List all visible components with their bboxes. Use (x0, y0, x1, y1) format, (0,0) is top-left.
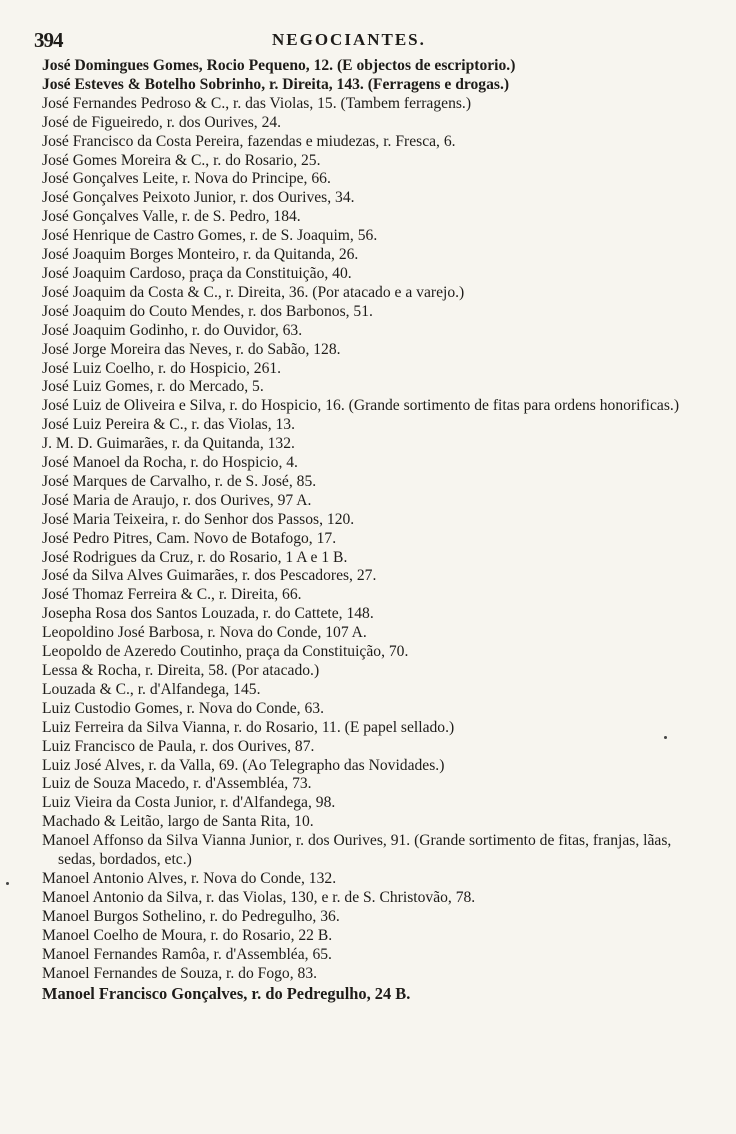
merchant-entry: Manoel Affonso da Silva Vianna Junior, r. dos Ourives, 91. (Grande sortimento de fitas, franjas, lãas, sedas, bordados, etc.) (42, 832, 672, 869)
merchant-entry: José Rodrigues da Cruz, r. do Rosario, 1 A e 1 B. (42, 548, 348, 566)
stray-ink-mark (6, 882, 9, 885)
merchant-entry: José Joaquim Godinho, r. do Ouvidor, 63. (42, 321, 303, 339)
merchant-entry: José Thomaz Ferreira & C., r. Direita, 66. (42, 586, 302, 604)
stray-ink-mark (664, 736, 667, 739)
merchant-entry: Josepha Rosa dos Santos Louzada, r. do Cattete, 148. (42, 605, 374, 623)
merchant-entry: Lessa & Rocha, r. Direita, 58. (Por atacado.) (42, 662, 320, 679)
merchant-entry: Leopoldino José Barbosa, r. Nova do Conde, 107 A. (42, 624, 367, 642)
merchant-entry: Luiz Ferreira da Silva Vianna, r. do Rosario, 11. (E papel sellado.) (42, 718, 455, 736)
merchant-entry: José de Figueiredo, r. dos Ourives, 24. (42, 113, 282, 131)
merchant-entry: Luiz Custodio Gomes, r. Nova do Conde, 63. (42, 699, 324, 717)
merchant-entry: José Fernandes Pedroso & C., r. das Violas, 15. (Tambem ferragens.) (42, 94, 472, 112)
merchant-entry: José Marques de Carvalho, r. de S. José, 85. (42, 472, 317, 490)
merchant-entry: José Gomes Moreira & C., r. do Rosario, 25. (42, 151, 321, 169)
merchant-entry: Leopoldo de Azeredo Coutinho, praça da Constituição, 70. (42, 643, 409, 661)
merchant-list (42, 57, 692, 1004)
merchant-entry: Luiz Francisco de Paula, r. dos Ourives, 87. (42, 737, 315, 755)
merchant-entry: José Luiz Coelho, r. do Hospicio, 261. (42, 359, 282, 377)
merchant-entry: Manoel Antonio da Silva, r. das Violas, 130, e r. de S. Christovão, 78. (42, 888, 476, 906)
merchant-entry: José Maria de Araujo, r. dos Ourives, 97 A. (42, 491, 312, 509)
merchant-entry: José Luiz de Oliveira e Silva, r. do Hospicio, 16. (Grande sortimento de fitas para ordens honorificas.) (42, 397, 680, 415)
merchant-entry: Manoel Antonio Alves, r. Nova do Conde, 132. (42, 869, 337, 887)
merchant-entry: José Joaquim do Couto Mendes, r. dos Barbonos, 51. (42, 302, 373, 320)
merchant-entry: Manoel Fernandes de Souza, r. do Fogo, 83. (42, 964, 318, 982)
merchant-entry: José Domingues Gomes, Rocio Pequeno, 12. (E objectos de escriptorio.) (42, 57, 516, 74)
merchant-entry: Louzada & C., r. d'Alfandega, 145. (42, 680, 261, 698)
merchant-entry: Manoel Burgos Sothelino, r. do Pedregulho, 36. (42, 907, 340, 925)
merchant-entry: José da Silva Alves Guimarães, r. dos Pescadores, 27. (42, 567, 377, 585)
merchant-entry: José Francisco da Costa Pereira, fazendas e miudezas, r. Fresca, 6. (42, 132, 456, 150)
page-header (22, 26, 682, 52)
merchant-entry: José Joaquim Cardoso, praça da Constituição, 40. (42, 264, 352, 282)
merchant-entry: José Joaquim Borges Monteiro, r. da Quitanda, 26. (42, 246, 359, 264)
merchant-entry: José Gonçalves Peixoto Junior, r. dos Ourives, 34. (42, 189, 355, 207)
merchant-entry: Luiz José Alves, r. da Valla, 69. (Ao Telegrapho das Novidades.) (42, 756, 445, 774)
merchant-entry: José Maria Teixeira, r. do Senhor dos Passos, 120. (42, 510, 355, 528)
merchant-entry: Manoel Francisco Gonçalves, r. do Pedregulho, 24 B. (42, 984, 411, 1004)
merchant-entry: José Luiz Gomes, r. do Mercado, 5. (42, 378, 264, 396)
merchant-entry: José Henrique de Castro Gomes, r. de S. Joaquim, 56. (42, 227, 378, 245)
merchant-entry: José Gonçalves Valle, r. de S. Pedro, 184. (42, 208, 301, 226)
merchant-entry: José Esteves & Botelho Sobrinho, r. Direita, 143. (Ferragens e drogas.) (42, 75, 510, 93)
merchant-entry: José Gonçalves Leite, r. Nova do Principe, 66. (42, 170, 331, 188)
page-number: 394 (34, 28, 63, 52)
merchant-entry: Luiz de Souza Macedo, r. d'Assembléa, 73. (42, 775, 312, 793)
running-title: NEGOCIANTES. (272, 30, 426, 49)
merchant-entry: José Pedro Pitres, Cam. Novo de Botafogo, 17. (42, 529, 337, 547)
merchant-entry: José Manoel da Rocha, r. do Hospicio, 4. (42, 454, 298, 472)
merchant-entry: Machado & Leitão, largo de Santa Rita, 10. (42, 813, 314, 831)
merchant-entry: José Joaquim da Costa & C., r. Direita, 36. (Por atacado e a varejo.) (42, 283, 465, 301)
merchant-entry: José Luiz Pereira & C., r. das Violas, 13. (42, 416, 296, 434)
merchant-entry: Manoel Coelho de Moura, r. do Rosario, 22 B. (42, 926, 333, 944)
merchant-entry: J. M. D. Guimarães, r. da Quitanda, 132. (42, 435, 295, 453)
merchant-entry: Manoel Fernandes Ramôa, r. d'Assembléa, 65. (42, 945, 332, 963)
merchant-entry: Luiz Vieira da Costa Junior, r. d'Alfandega, 98. (42, 794, 336, 812)
merchant-entry: José Jorge Moreira das Neves, r. do Sabão, 128. (42, 340, 341, 358)
